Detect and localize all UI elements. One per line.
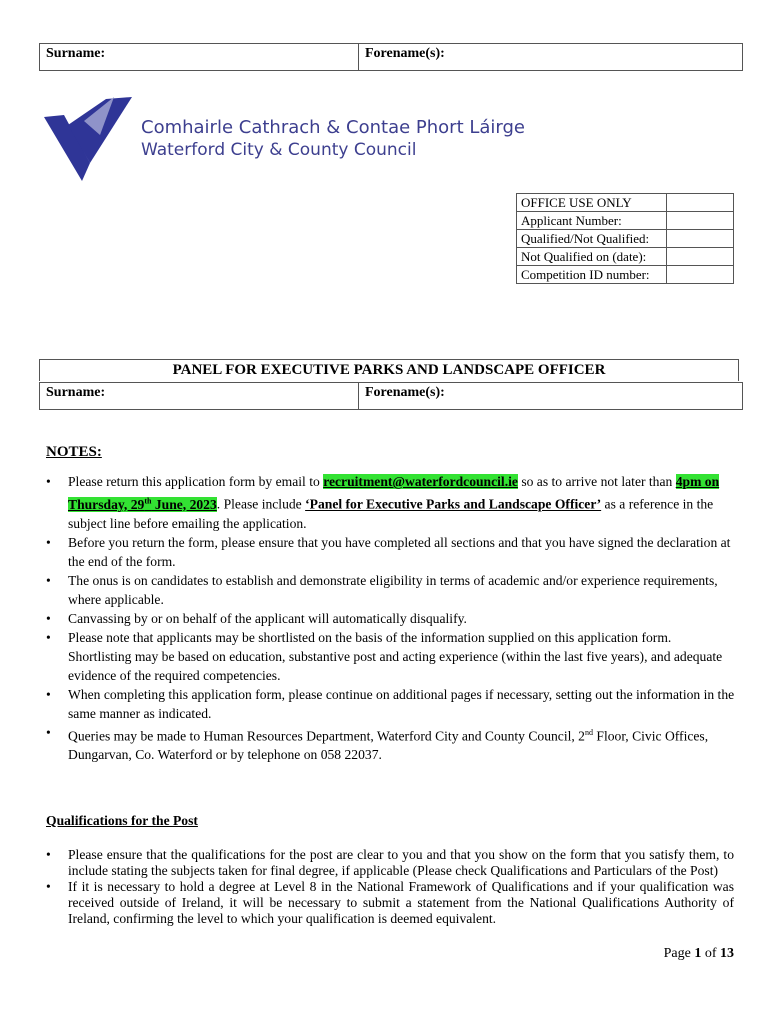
list-item: • Before you return the form, please ensure that you have completed all sections and that you have signed the declaration at the end of the form. xyxy=(46,533,736,571)
office-row xyxy=(517,266,734,284)
list-item: • Please note that applicants may be shortlisted on the basis of the information supplied on this application form. Shortlisting may be based on education, substantive post and acting experience (within the last five years), and adequate evidence of the required competencies. xyxy=(46,628,736,685)
office-cell[interactable] xyxy=(667,248,734,266)
note-text: Please return this application form by email to xyxy=(68,474,324,489)
deadline-text: June, 2023 xyxy=(151,496,217,512)
top-name-table xyxy=(39,43,743,71)
office-use-table xyxy=(516,193,734,284)
office-row xyxy=(517,248,734,266)
email-link[interactable]: recruitment@waterfordcouncil.ie xyxy=(323,474,518,489)
list-item: • If it is necessary to hold a degree at Level 8 in the National Framework of Qualifications and if your qualification was received outside of Ireland, it will be necessary to submit a statement from the National Qualifications Authority of Ireland, confirming the level to which your qualification is deemed equivalent. xyxy=(46,879,734,927)
qualifications-list xyxy=(46,847,734,927)
note-sup: nd xyxy=(584,727,593,737)
qualifications-heading: Qualifications for the Post xyxy=(46,813,198,828)
list-item xyxy=(46,472,736,533)
office-cell[interactable] xyxy=(667,266,734,284)
panel-surname-label: Surname: xyxy=(40,383,359,410)
note-text: as a reference in the subject line before emailing the application. xyxy=(68,496,714,531)
note-text: . Please include xyxy=(216,496,306,512)
page-footer xyxy=(664,946,734,962)
office-row xyxy=(517,230,734,248)
office-cell[interactable] xyxy=(667,230,734,248)
deadline-sup: th xyxy=(144,496,152,505)
list-item: • The onus is on candidates to establish and demonstrate eligibility in terms of academic and/or experience requirements, where applicable. xyxy=(46,571,736,609)
deadline-text: 4pm on Thursday, 29 xyxy=(68,474,720,512)
logo-text-english: Waterford City & County Council xyxy=(141,140,417,160)
note-text: so as to arrive not later than xyxy=(517,474,676,489)
council-logo xyxy=(44,95,134,188)
council-logo-mark-icon xyxy=(44,95,134,183)
note-text: Queries may be made to Human Resources Department, Waterford City and County Council, 2 xyxy=(68,728,585,744)
notes-heading: NOTES: xyxy=(46,444,102,460)
office-cell[interactable] xyxy=(667,212,734,230)
office-label: Applicant Number: xyxy=(517,212,667,230)
office-label: Not Qualified on (date): xyxy=(517,248,667,266)
note-text: Floor, Civic Offices, Dungarvan, Co. Waterford or by telephone on 058 22037. xyxy=(68,728,709,763)
footer-of-word: of xyxy=(704,946,717,961)
footer-page-number: 1 xyxy=(694,946,702,961)
top-forename-label: Forename(s): xyxy=(359,44,743,71)
logo-text-irish: Comhairle Cathrach & Contae Phort Láirge xyxy=(141,117,526,138)
office-cell[interactable] xyxy=(667,194,734,212)
top-surname-label: Surname: xyxy=(40,44,359,71)
panel-forename-label: Forename(s): xyxy=(359,383,743,410)
office-label: Competition ID number: xyxy=(517,266,667,284)
list-item: • Canvassing by or on behalf of the applicant will automatically disqualify. xyxy=(46,609,736,628)
subject-reference: ‘Panel for Executive Parks and Landscape Officer’ xyxy=(305,496,602,512)
office-label: OFFICE USE ONLY xyxy=(517,194,667,212)
footer-page-total: 13 xyxy=(720,946,734,961)
notes-list xyxy=(46,472,736,764)
office-row xyxy=(517,212,734,230)
list-item: • Please ensure that the qualifications for the post are clear to you and that you show on the form that you satisfy them, to include stating the subjects taken for final degree, if applicable (Please check Qualifications and Particulars of the Post) xyxy=(46,847,734,879)
panel-title: PANEL FOR EXECUTIVE PARKS AND LANDSCAPE OFFICER xyxy=(39,359,739,381)
office-row xyxy=(517,194,734,212)
panel-name-table xyxy=(39,382,743,410)
office-label: Qualified/Not Qualified: xyxy=(517,230,667,248)
footer-page-word: Page xyxy=(663,946,691,961)
list-item xyxy=(46,723,736,765)
list-item: • When completing this application form, please continue on additional pages if necessary, setting out the information in the same manner as indicated. xyxy=(46,685,736,723)
